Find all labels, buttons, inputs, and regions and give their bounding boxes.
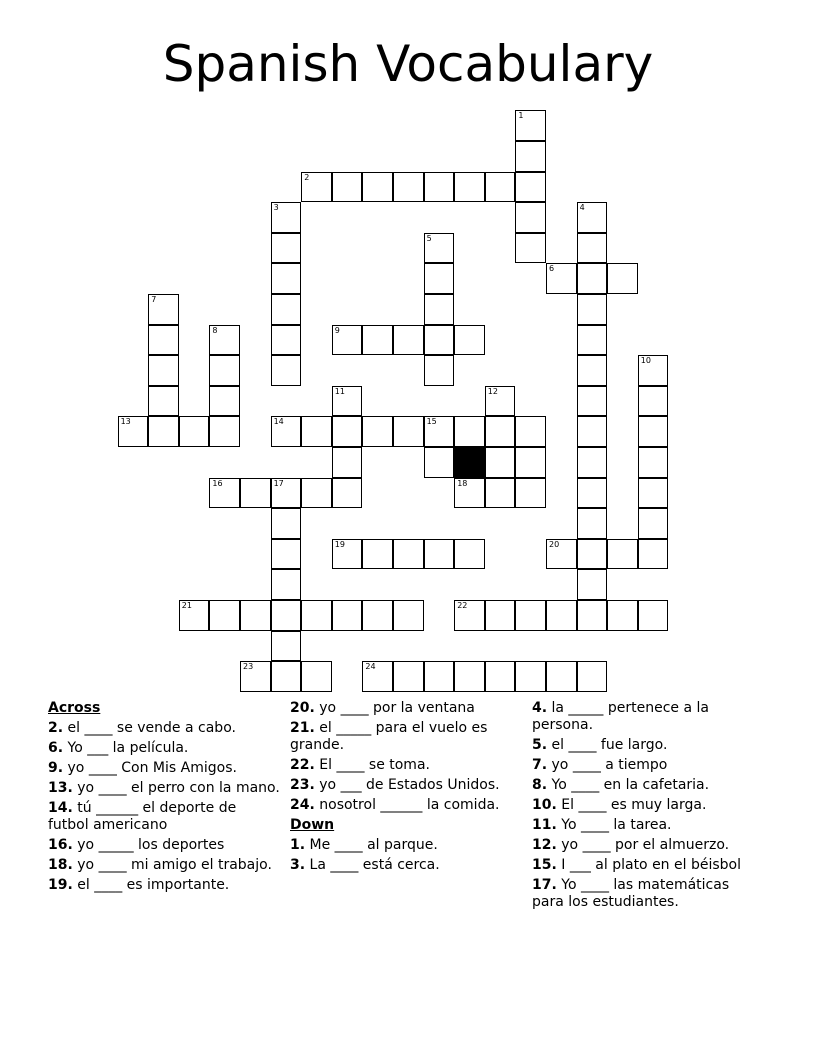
clue-number-label: 17. xyxy=(532,877,557,894)
grid-cell[interactable] xyxy=(209,478,240,509)
grid-cell[interactable] xyxy=(301,661,332,692)
grid-cell[interactable] xyxy=(332,447,363,478)
clue-item xyxy=(48,877,280,894)
grid-cell[interactable] xyxy=(424,294,455,325)
clue-item xyxy=(48,720,280,737)
grid-cell[interactable] xyxy=(271,478,302,509)
clue-number-label: 6. xyxy=(48,740,64,757)
grid-cell[interactable] xyxy=(271,569,302,600)
grid-cell[interactable] xyxy=(577,263,608,294)
clue-text: Yo ____ la tarea. xyxy=(556,816,672,833)
grid-cell[interactable] xyxy=(577,325,608,356)
grid-cell[interactable] xyxy=(148,355,179,386)
grid-cell[interactable] xyxy=(148,294,179,325)
clue-item xyxy=(532,777,764,794)
grid-cell[interactable] xyxy=(638,447,669,478)
clue-number: 14 xyxy=(273,417,284,427)
grid-cell[interactable] xyxy=(454,539,485,570)
grid-cell[interactable] xyxy=(424,355,455,386)
grid-cell[interactable] xyxy=(454,172,485,203)
grid-cell[interactable] xyxy=(179,600,210,631)
grid-cell[interactable] xyxy=(271,294,302,325)
grid-cell[interactable] xyxy=(240,600,271,631)
clue-text: El ____ se toma. xyxy=(314,756,430,773)
clue-text: el ____ es importante. xyxy=(72,877,230,894)
page-title: Spanish Vocabulary xyxy=(162,35,654,93)
clue-item xyxy=(532,857,764,874)
grid-cell[interactable] xyxy=(424,172,455,203)
clue-item xyxy=(532,837,764,854)
clue-number-label: 15. xyxy=(532,857,557,874)
clue-number: 22 xyxy=(457,601,468,610)
clue-item xyxy=(290,777,522,794)
grid-cell[interactable] xyxy=(515,172,546,203)
grid-cell[interactable] xyxy=(577,202,608,233)
grid-cell[interactable] xyxy=(515,141,546,172)
clue-item xyxy=(290,837,522,854)
clue-number: 24 xyxy=(365,662,376,672)
clue-number-label: 10. xyxy=(532,796,557,813)
grid-cell[interactable] xyxy=(454,600,485,631)
clue-number: 19 xyxy=(334,539,345,549)
clue-number-label: 11. xyxy=(532,816,557,833)
grid-cell[interactable] xyxy=(271,416,302,447)
clue-number: 4 xyxy=(579,203,585,213)
grid-cell[interactable] xyxy=(118,416,149,447)
clue-number: 18 xyxy=(457,478,468,488)
grid-cell[interactable] xyxy=(332,172,363,203)
clue-number: 3 xyxy=(273,203,279,213)
clue-text: yo ____ mi amigo el trabajo. xyxy=(72,857,272,874)
clue-item xyxy=(290,700,522,717)
grid-cell[interactable] xyxy=(515,661,546,692)
clue-number: 1 xyxy=(518,111,524,121)
clue-number: 21 xyxy=(181,601,192,610)
grid-cell[interactable] xyxy=(577,508,608,539)
grid-cell[interactable] xyxy=(607,263,638,294)
grid-cell[interactable] xyxy=(485,386,516,417)
clue-item xyxy=(290,797,522,814)
grid-cell[interactable] xyxy=(271,600,302,631)
clue-number: 9 xyxy=(334,325,340,335)
grid-cell[interactable] xyxy=(485,661,516,692)
clue-text: yo _____ los deportes xyxy=(72,837,225,854)
clue-text: tú ______ el deporte de futbol americano xyxy=(48,800,237,833)
clue-heading-down: Down xyxy=(290,816,335,833)
grid-cell[interactable] xyxy=(209,386,240,417)
clue-text: Yo ____ las matemáticas para los estudiantes. xyxy=(532,877,730,910)
clue-number: 15 xyxy=(426,417,437,427)
grid-cell[interactable] xyxy=(577,539,608,570)
grid-cell[interactable] xyxy=(577,416,608,447)
grid-cell[interactable] xyxy=(271,263,302,294)
grid-cell[interactable] xyxy=(424,539,455,570)
clue-text: el ____ fue largo. xyxy=(547,736,668,753)
clue-item xyxy=(532,877,764,910)
grid-cell[interactable] xyxy=(209,325,240,356)
grid-cell[interactable] xyxy=(332,325,363,356)
grid-cell[interactable] xyxy=(393,325,424,356)
clue-text: la _____ pertenece a la persona. xyxy=(532,700,709,733)
clue-text: La ____ está cerca. xyxy=(305,857,440,874)
blocked-cell xyxy=(454,447,485,478)
grid-cell[interactable] xyxy=(393,661,424,692)
clue-number-label: 14. xyxy=(48,800,73,817)
grid-cell[interactable] xyxy=(515,233,546,264)
grid-cell[interactable] xyxy=(515,478,546,509)
grid-cell[interactable] xyxy=(209,600,240,631)
clue-number-label: 22. xyxy=(290,756,315,773)
grid-cell[interactable] xyxy=(515,110,546,141)
clue-item xyxy=(532,757,764,774)
clue-item xyxy=(48,837,280,854)
clue-item xyxy=(290,720,522,753)
grid-cell[interactable] xyxy=(577,355,608,386)
grid-cell[interactable] xyxy=(577,386,608,417)
clue-number: 2 xyxy=(304,172,310,182)
grid-cell[interactable] xyxy=(209,416,240,447)
grid-cell[interactable] xyxy=(424,263,455,294)
grid-cell[interactable] xyxy=(515,202,546,233)
clue-text: yo ___ de Estados Unidos. xyxy=(314,776,500,793)
clue-item xyxy=(48,800,280,833)
grid-cell[interactable] xyxy=(424,233,455,264)
grid-cell[interactable] xyxy=(546,600,577,631)
clue-number: 5 xyxy=(426,233,432,243)
clue-number: 12 xyxy=(487,386,498,396)
clue-number: 20 xyxy=(549,539,560,549)
clue-text: yo ____ a tiempo xyxy=(547,756,668,773)
grid-cell[interactable] xyxy=(454,478,485,509)
clue-number-label: 4. xyxy=(532,700,548,716)
clue-number-label: 19. xyxy=(48,877,73,894)
clue-number: 23 xyxy=(243,662,254,672)
clue-item xyxy=(290,757,522,774)
clue-number: 11 xyxy=(334,386,345,396)
clue-number-label: 9. xyxy=(48,760,64,777)
clue-text: I ___ al plato en el béisbol xyxy=(556,857,741,874)
grid-cell[interactable] xyxy=(271,233,302,264)
clue-number-label: 7. xyxy=(532,756,548,773)
grid-cell[interactable] xyxy=(362,600,393,631)
grid-cell[interactable] xyxy=(638,508,669,539)
grid-cell[interactable] xyxy=(148,325,179,356)
grid-cell[interactable] xyxy=(638,386,669,417)
grid-cell[interactable] xyxy=(485,478,516,509)
clue-number: 6 xyxy=(549,264,555,274)
clues-column-3 xyxy=(532,700,764,914)
clues-column-2 xyxy=(290,700,522,877)
grid-cell[interactable] xyxy=(362,325,393,356)
clue-number: 16 xyxy=(212,478,223,488)
grid-cell[interactable] xyxy=(577,447,608,478)
clue-item xyxy=(532,797,764,814)
clue-item xyxy=(48,857,280,874)
grid-cell[interactable] xyxy=(332,539,363,570)
clue-heading-across: Across xyxy=(48,700,101,716)
grid-cell[interactable] xyxy=(362,539,393,570)
clue-number-label: 13. xyxy=(48,780,73,797)
clue-text: yo ____ Con Mis Amigos. xyxy=(63,760,237,777)
clue-number: 8 xyxy=(212,325,218,335)
grid-cell[interactable] xyxy=(332,600,363,631)
clue-number-label: 20. xyxy=(290,700,315,716)
clue-text: nosotrol ______ la comida. xyxy=(314,796,500,813)
clue-number: 17 xyxy=(273,478,284,488)
grid-cell[interactable] xyxy=(546,263,577,294)
grid-cell[interactable] xyxy=(209,355,240,386)
grid-cell[interactable] xyxy=(240,478,271,509)
grid-cell[interactable] xyxy=(515,447,546,478)
grid-cell[interactable] xyxy=(271,202,302,233)
clue-number-label: 23. xyxy=(290,776,315,793)
grid-cell[interactable] xyxy=(607,600,638,631)
grid-cell[interactable] xyxy=(148,416,179,447)
clue-text: Yo ___ la película. xyxy=(63,740,189,757)
grid-cell[interactable] xyxy=(454,325,485,356)
grid-cell[interactable] xyxy=(638,600,669,631)
grid-cell[interactable] xyxy=(393,172,424,203)
clue-number-label: 8. xyxy=(532,776,548,793)
grid-cell[interactable] xyxy=(362,661,393,692)
grid-cell[interactable] xyxy=(454,416,485,447)
grid-cell[interactable] xyxy=(362,416,393,447)
clue-item xyxy=(48,760,280,777)
grid-cell[interactable] xyxy=(271,631,302,662)
clue-number-label: 16. xyxy=(48,837,73,854)
grid-cell[interactable] xyxy=(546,661,577,692)
grid-cell[interactable] xyxy=(638,478,669,509)
grid-cell[interactable] xyxy=(301,172,332,203)
clue-number-label: 18. xyxy=(48,857,73,874)
clue-number-label: 5. xyxy=(532,736,548,753)
grid-cell[interactable] xyxy=(271,539,302,570)
clue-item xyxy=(48,740,280,757)
grid-cell[interactable] xyxy=(301,478,332,509)
grid-cell[interactable] xyxy=(515,600,546,631)
grid-cell[interactable] xyxy=(240,661,271,692)
grid-cell[interactable] xyxy=(271,508,302,539)
grid-cell[interactable] xyxy=(485,447,516,478)
grid-cell[interactable] xyxy=(271,325,302,356)
grid-cell[interactable] xyxy=(301,600,332,631)
grid-cell[interactable] xyxy=(332,386,363,417)
grid-cell[interactable] xyxy=(638,355,669,386)
clue-text: Me ____ al parque. xyxy=(305,837,438,854)
grid-cell[interactable] xyxy=(332,416,363,447)
grid-cell[interactable] xyxy=(393,600,424,631)
clue-item xyxy=(290,857,522,874)
clue-text: el _____ para el vuelo es grande. xyxy=(290,720,488,753)
clue-number-label: 1. xyxy=(290,837,306,854)
grid-cell[interactable] xyxy=(424,325,455,356)
grid-cell[interactable] xyxy=(271,661,302,692)
grid-cell[interactable] xyxy=(577,233,608,264)
clue-text: el ____ se vende a cabo. xyxy=(63,720,236,737)
grid-cell[interactable] xyxy=(454,661,485,692)
clue-item xyxy=(532,817,764,834)
grid-cell[interactable] xyxy=(424,416,455,447)
grid-cell[interactable] xyxy=(393,539,424,570)
grid-cell[interactable] xyxy=(301,416,332,447)
grid-cell[interactable] xyxy=(485,172,516,203)
grid-cell[interactable] xyxy=(607,539,638,570)
grid-cell[interactable] xyxy=(424,447,455,478)
clue-item xyxy=(532,700,764,733)
grid-cell[interactable] xyxy=(332,478,363,509)
grid-cell[interactable] xyxy=(515,416,546,447)
grid-cell[interactable] xyxy=(485,600,516,631)
clue-number-label: 21. xyxy=(290,720,315,737)
grid-cell[interactable] xyxy=(638,539,669,570)
clue-text: yo ____ por el almuerzo. xyxy=(556,837,730,854)
clue-text: El ____ es muy larga. xyxy=(556,796,707,813)
clue-number: 7 xyxy=(151,295,157,304)
grid-cell[interactable] xyxy=(271,355,302,386)
clue-item xyxy=(48,780,280,797)
clue-number-label: 3. xyxy=(290,857,306,874)
grid-cell[interactable] xyxy=(577,569,608,600)
grid-cell[interactable] xyxy=(577,294,608,325)
grid-cell[interactable] xyxy=(148,386,179,417)
clue-number: 10 xyxy=(640,356,651,366)
clue-text: Yo ____ en la cafetaria. xyxy=(547,776,710,793)
clue-item xyxy=(532,737,764,754)
grid-cell[interactable] xyxy=(393,416,424,447)
clue-text: yo ____ el perro con la mano. xyxy=(72,780,280,797)
clue-number-label: 2. xyxy=(48,720,64,737)
clues-column-1 xyxy=(48,700,280,897)
grid-cell[interactable] xyxy=(577,600,608,631)
clue-number-label: 12. xyxy=(532,837,557,854)
clue-number-label: 24. xyxy=(290,796,315,813)
grid-cell[interactable] xyxy=(577,478,608,509)
grid-cell[interactable] xyxy=(362,172,393,203)
grid-cell[interactable] xyxy=(577,661,608,692)
clue-text: yo ____ por la ventana xyxy=(314,700,475,716)
grid-cell[interactable] xyxy=(546,539,577,570)
grid-cell[interactable] xyxy=(424,661,455,692)
clue-number: 13 xyxy=(120,417,131,427)
grid-cell[interactable] xyxy=(485,416,516,447)
grid-cell[interactable] xyxy=(638,416,669,447)
grid-cell[interactable] xyxy=(179,416,210,447)
